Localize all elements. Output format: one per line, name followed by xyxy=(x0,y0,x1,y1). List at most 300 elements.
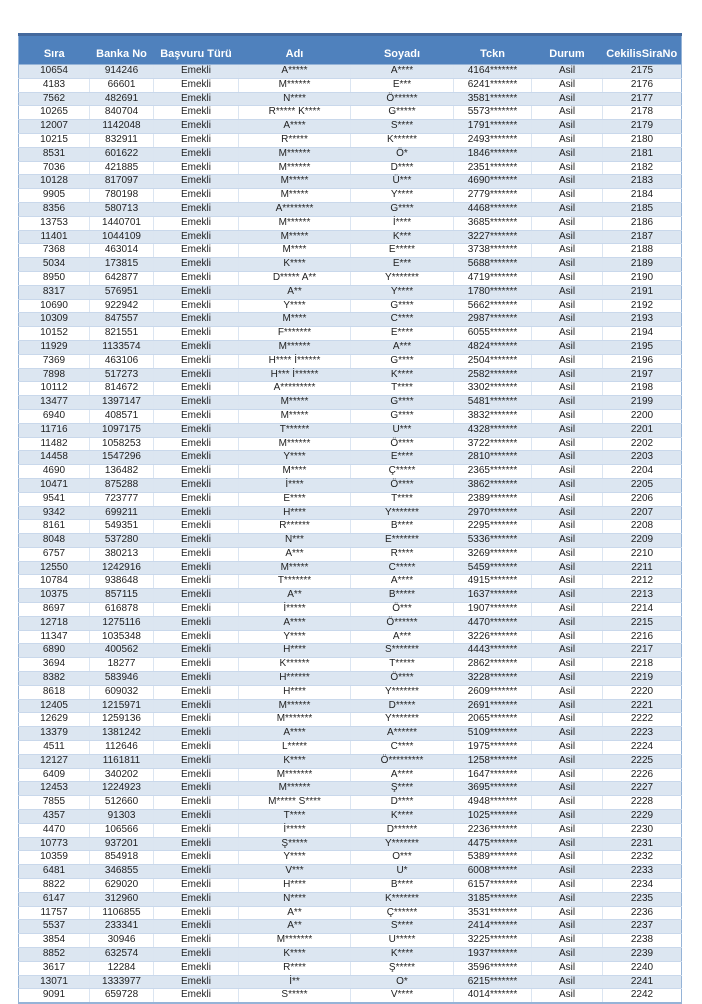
cell-banka_no: 642877 xyxy=(90,271,154,285)
cell-adi: M***** xyxy=(239,409,351,423)
cell-adi: M****** xyxy=(239,437,351,451)
cell-cekilis_sira_no: 2212 xyxy=(603,575,682,589)
cell-tckn: 2493******* xyxy=(454,133,532,147)
table-row xyxy=(19,175,682,189)
table-row xyxy=(19,258,682,272)
cell-cekilis_sira_no: 2182 xyxy=(603,161,682,175)
cell-basvuru_turu: Emekli xyxy=(154,189,239,203)
cell-adi: K**** xyxy=(239,948,351,962)
cell-cekilis_sira_no: 2221 xyxy=(603,699,682,713)
cell-banka_no: 112646 xyxy=(90,741,154,755)
cell-adi: V*** xyxy=(239,865,351,879)
cell-sira: 4690 xyxy=(19,465,90,479)
cell-banka_no: 576951 xyxy=(90,285,154,299)
table-row xyxy=(19,754,682,768)
cell-sira: 11347 xyxy=(19,630,90,644)
cell-soyadi: G**** xyxy=(351,396,454,410)
cell-durum: Asil xyxy=(532,409,603,423)
cell-cekilis_sira_no: 2185 xyxy=(603,202,682,216)
cell-basvuru_turu: Emekli xyxy=(154,423,239,437)
cell-adi: L***** xyxy=(239,741,351,755)
cell-banka_no: 937201 xyxy=(90,837,154,851)
cell-soyadi: R**** xyxy=(351,547,454,561)
cell-adi: H**** xyxy=(239,644,351,658)
cell-cekilis_sira_no: 2235 xyxy=(603,892,682,906)
cell-sira: 11757 xyxy=(19,906,90,920)
cell-tckn: 1791******* xyxy=(454,120,532,134)
cell-cekilis_sira_no: 2188 xyxy=(603,244,682,258)
results-table-container xyxy=(18,33,681,1004)
cell-basvuru_turu: Emekli xyxy=(154,368,239,382)
cell-adi: R***** K**** xyxy=(239,106,351,120)
cell-adi: A**** xyxy=(239,120,351,134)
cell-soyadi: C**** xyxy=(351,313,454,327)
cell-tckn: 5109******* xyxy=(454,727,532,741)
cell-durum: Asil xyxy=(532,340,603,354)
cell-banka_no: 914246 xyxy=(90,65,154,79)
cell-basvuru_turu: Emekli xyxy=(154,382,239,396)
cell-basvuru_turu: Emekli xyxy=(154,644,239,658)
cell-tckn: 2987******* xyxy=(454,313,532,327)
cell-adi: K**** xyxy=(239,754,351,768)
cell-banka_no: 629020 xyxy=(90,879,154,893)
cell-cekilis_sira_no: 2223 xyxy=(603,727,682,741)
cell-soyadi: K**** xyxy=(351,948,454,962)
cell-tckn: 5573******* xyxy=(454,106,532,120)
cell-sira: 7036 xyxy=(19,161,90,175)
cell-adi: A*** xyxy=(239,547,351,561)
cell-soyadi: G**** xyxy=(351,354,454,368)
cell-soyadi: A**** xyxy=(351,65,454,79)
cell-durum: Asil xyxy=(532,879,603,893)
column-header-tckn: Tckn xyxy=(454,35,532,65)
cell-durum: Asil xyxy=(532,492,603,506)
cell-soyadi: Ö*** xyxy=(351,603,454,617)
cell-sira: 7898 xyxy=(19,368,90,382)
cell-sira: 4511 xyxy=(19,741,90,755)
cell-soyadi: A*** xyxy=(351,340,454,354)
cell-adi: H*** İ****** xyxy=(239,368,351,382)
cell-tckn: 5688******* xyxy=(454,258,532,272)
table-row xyxy=(19,437,682,451)
table-row xyxy=(19,561,682,575)
cell-durum: Asil xyxy=(532,65,603,79)
column-header-durum: Durum xyxy=(532,35,603,65)
cell-durum: Asil xyxy=(532,133,603,147)
cell-durum: Asil xyxy=(532,368,603,382)
table-row xyxy=(19,547,682,561)
cell-basvuru_turu: Emekli xyxy=(154,92,239,106)
cell-banka_no: 1058253 xyxy=(90,437,154,451)
cell-durum: Asil xyxy=(532,437,603,451)
cell-soyadi: B**** xyxy=(351,879,454,893)
cell-banka_no: 609032 xyxy=(90,685,154,699)
cell-banka_no: 173815 xyxy=(90,258,154,272)
cell-durum: Asil xyxy=(532,768,603,782)
cell-basvuru_turu: Emekli xyxy=(154,892,239,906)
cell-banka_no: 817097 xyxy=(90,175,154,189)
cell-adi: K****** xyxy=(239,658,351,672)
table-row xyxy=(19,506,682,520)
cell-sira: 9091 xyxy=(19,989,90,1003)
cell-adi: A** xyxy=(239,906,351,920)
cell-tckn: 1780******* xyxy=(454,285,532,299)
cell-banka_no: 847557 xyxy=(90,313,154,327)
cell-adi: T**** xyxy=(239,810,351,824)
table-row xyxy=(19,810,682,824)
cell-sira: 11716 xyxy=(19,423,90,437)
cell-soyadi: Ö**** xyxy=(351,478,454,492)
cell-sira: 12007 xyxy=(19,120,90,134)
cell-banka_no: 1275116 xyxy=(90,616,154,630)
cell-cekilis_sira_no: 2177 xyxy=(603,92,682,106)
cell-tckn: 3228******* xyxy=(454,672,532,686)
cell-basvuru_turu: Emekli xyxy=(154,244,239,258)
cell-durum: Asil xyxy=(532,285,603,299)
column-header-adi: Adı xyxy=(239,35,351,65)
cell-basvuru_turu: Emekli xyxy=(154,299,239,313)
cell-banka_no: 1044109 xyxy=(90,230,154,244)
table-row xyxy=(19,423,682,437)
cell-tckn: 3302******* xyxy=(454,382,532,396)
cell-banka_no: 233341 xyxy=(90,920,154,934)
table-row xyxy=(19,133,682,147)
cell-tckn: 5336******* xyxy=(454,534,532,548)
cell-soyadi: G**** xyxy=(351,409,454,423)
cell-banka_no: 583946 xyxy=(90,672,154,686)
cell-adi: M****** xyxy=(239,699,351,713)
cell-basvuru_turu: Emekli xyxy=(154,547,239,561)
table-row xyxy=(19,672,682,686)
cell-adi: H****** xyxy=(239,672,351,686)
cell-tckn: 4915******* xyxy=(454,575,532,589)
cell-durum: Asil xyxy=(532,175,603,189)
cell-basvuru_turu: Emekli xyxy=(154,216,239,230)
cell-cekilis_sira_no: 2220 xyxy=(603,685,682,699)
cell-basvuru_turu: Emekli xyxy=(154,727,239,741)
cell-sira: 12718 xyxy=(19,616,90,630)
cell-banka_no: 601622 xyxy=(90,147,154,161)
cell-cekilis_sira_no: 2224 xyxy=(603,741,682,755)
table-row xyxy=(19,327,682,341)
cell-durum: Asil xyxy=(532,120,603,134)
cell-basvuru_turu: Emekli xyxy=(154,65,239,79)
cell-basvuru_turu: Emekli xyxy=(154,271,239,285)
table-row xyxy=(19,271,682,285)
cell-adi: İ***** xyxy=(239,603,351,617)
cell-basvuru_turu: Emekli xyxy=(154,589,239,603)
cell-soyadi: Ö****** xyxy=(351,92,454,106)
cell-tckn: 3596******* xyxy=(454,961,532,975)
cell-sira: 10215 xyxy=(19,133,90,147)
cell-durum: Asil xyxy=(532,658,603,672)
cell-tckn: 3722******* xyxy=(454,437,532,451)
table-row xyxy=(19,382,682,396)
cell-banka_no: 1142048 xyxy=(90,120,154,134)
cell-banka_no: 537280 xyxy=(90,534,154,548)
cell-basvuru_turu: Emekli xyxy=(154,340,239,354)
cell-adi: R***** xyxy=(239,133,351,147)
cell-basvuru_turu: Emekli xyxy=(154,699,239,713)
cell-durum: Asil xyxy=(532,644,603,658)
table-row xyxy=(19,465,682,479)
cell-durum: Asil xyxy=(532,547,603,561)
cell-sira: 10375 xyxy=(19,589,90,603)
cell-cekilis_sira_no: 2236 xyxy=(603,906,682,920)
cell-durum: Asil xyxy=(532,78,603,92)
table-row xyxy=(19,492,682,506)
cell-adi: M****** xyxy=(239,216,351,230)
cell-cekilis_sira_no: 2217 xyxy=(603,644,682,658)
cell-durum: Asil xyxy=(532,961,603,975)
cell-tckn: 5662******* xyxy=(454,299,532,313)
cell-tckn: 2414******* xyxy=(454,920,532,934)
cell-cekilis_sira_no: 2222 xyxy=(603,713,682,727)
cell-tckn: 5389******* xyxy=(454,851,532,865)
cell-soyadi: E*** xyxy=(351,78,454,92)
cell-soyadi: E**** xyxy=(351,451,454,465)
cell-durum: Asil xyxy=(532,106,603,120)
cell-durum: Asil xyxy=(532,782,603,796)
cell-banka_no: 659728 xyxy=(90,989,154,1003)
cell-soyadi: B**** xyxy=(351,520,454,534)
table-row xyxy=(19,478,682,492)
cell-tckn: 3531******* xyxy=(454,906,532,920)
cell-tckn: 5481******* xyxy=(454,396,532,410)
cell-banka_no: 857115 xyxy=(90,589,154,603)
cell-soyadi: Ö**** xyxy=(351,437,454,451)
cell-cekilis_sira_no: 2241 xyxy=(603,975,682,989)
cell-sira: 12127 xyxy=(19,754,90,768)
cell-cekilis_sira_no: 2192 xyxy=(603,299,682,313)
cell-tckn: 1258******* xyxy=(454,754,532,768)
cell-adi: M****** xyxy=(239,161,351,175)
cell-durum: Asil xyxy=(532,271,603,285)
cell-soyadi: E*** xyxy=(351,258,454,272)
table-row xyxy=(19,285,682,299)
table-header-row xyxy=(19,35,682,65)
cell-sira: 6409 xyxy=(19,768,90,782)
cell-tckn: 2295******* xyxy=(454,520,532,534)
cell-tckn: 6008******* xyxy=(454,865,532,879)
cell-sira: 14458 xyxy=(19,451,90,465)
cell-basvuru_turu: Emekli xyxy=(154,451,239,465)
cell-banka_no: 723777 xyxy=(90,492,154,506)
cell-soyadi: İ**** xyxy=(351,216,454,230)
cell-cekilis_sira_no: 2213 xyxy=(603,589,682,603)
cell-durum: Asil xyxy=(532,451,603,465)
cell-basvuru_turu: Emekli xyxy=(154,961,239,975)
cell-basvuru_turu: Emekli xyxy=(154,823,239,837)
cell-adi: İ***** xyxy=(239,823,351,837)
cell-soyadi: Ş**** xyxy=(351,782,454,796)
cell-cekilis_sira_no: 2202 xyxy=(603,437,682,451)
cell-basvuru_turu: Emekli xyxy=(154,106,239,120)
cell-sira: 11482 xyxy=(19,437,90,451)
cell-banka_no: 136482 xyxy=(90,465,154,479)
cell-sira: 10773 xyxy=(19,837,90,851)
cell-durum: Asil xyxy=(532,354,603,368)
cell-cekilis_sira_no: 2206 xyxy=(603,492,682,506)
cell-basvuru_turu: Emekli xyxy=(154,768,239,782)
cell-adi: M****** xyxy=(239,782,351,796)
cell-adi: T******* xyxy=(239,575,351,589)
cell-basvuru_turu: Emekli xyxy=(154,465,239,479)
column-header-sira: Sıra xyxy=(19,35,90,65)
cell-sira: 11401 xyxy=(19,230,90,244)
cell-adi: M******* xyxy=(239,934,351,948)
cell-soyadi: O*** xyxy=(351,851,454,865)
cell-soyadi: E**** xyxy=(351,327,454,341)
cell-banka_no: 1097175 xyxy=(90,423,154,437)
cell-durum: Asil xyxy=(532,934,603,948)
cell-cekilis_sira_no: 2208 xyxy=(603,520,682,534)
cell-banka_no: 1215971 xyxy=(90,699,154,713)
cell-durum: Asil xyxy=(532,603,603,617)
cell-basvuru_turu: Emekli xyxy=(154,948,239,962)
cell-sira: 7369 xyxy=(19,354,90,368)
cell-basvuru_turu: Emekli xyxy=(154,658,239,672)
cell-banka_no: 854918 xyxy=(90,851,154,865)
cell-banka_no: 106566 xyxy=(90,823,154,837)
cell-basvuru_turu: Emekli xyxy=(154,561,239,575)
cell-cekilis_sira_no: 2193 xyxy=(603,313,682,327)
cell-durum: Asil xyxy=(532,754,603,768)
cell-cekilis_sira_no: 2229 xyxy=(603,810,682,824)
cell-adi: A********* xyxy=(239,382,351,396)
cell-banka_no: 780198 xyxy=(90,189,154,203)
table-body xyxy=(19,65,682,1004)
table-row xyxy=(19,906,682,920)
cell-sira: 8382 xyxy=(19,672,90,686)
cell-basvuru_turu: Emekli xyxy=(154,575,239,589)
cell-sira: 10784 xyxy=(19,575,90,589)
cell-soyadi: Ö********* xyxy=(351,754,454,768)
cell-basvuru_turu: Emekli xyxy=(154,920,239,934)
cell-banka_no: 380213 xyxy=(90,547,154,561)
table-row xyxy=(19,934,682,948)
cell-basvuru_turu: Emekli xyxy=(154,975,239,989)
cell-adi: M***** xyxy=(239,561,351,575)
cell-banka_no: 840704 xyxy=(90,106,154,120)
cell-cekilis_sira_no: 2195 xyxy=(603,340,682,354)
cell-adi: Y**** xyxy=(239,451,351,465)
cell-basvuru_turu: Emekli xyxy=(154,879,239,893)
cell-tckn: 4468******* xyxy=(454,202,532,216)
cell-sira: 10471 xyxy=(19,478,90,492)
cell-basvuru_turu: Emekli xyxy=(154,782,239,796)
cell-durum: Asil xyxy=(532,727,603,741)
cell-sira: 6940 xyxy=(19,409,90,423)
cell-tckn: 2389******* xyxy=(454,492,532,506)
cell-sira: 10690 xyxy=(19,299,90,313)
cell-basvuru_turu: Emekli xyxy=(154,616,239,630)
cell-durum: Asil xyxy=(532,161,603,175)
table-row xyxy=(19,78,682,92)
cell-sira: 9905 xyxy=(19,189,90,203)
cell-soyadi: C***** xyxy=(351,561,454,575)
cell-banka_no: 616878 xyxy=(90,603,154,617)
cell-durum: Asil xyxy=(532,244,603,258)
table-row xyxy=(19,106,682,120)
cell-soyadi: Ç****** xyxy=(351,906,454,920)
table-row xyxy=(19,892,682,906)
cell-banka_no: 580713 xyxy=(90,202,154,216)
cell-basvuru_turu: Emekli xyxy=(154,230,239,244)
cell-sira: 9342 xyxy=(19,506,90,520)
table-row xyxy=(19,713,682,727)
cell-sira: 3617 xyxy=(19,961,90,975)
cell-cekilis_sira_no: 2207 xyxy=(603,506,682,520)
cell-banka_no: 875288 xyxy=(90,478,154,492)
cell-soyadi: Ö**** xyxy=(351,672,454,686)
table-row xyxy=(19,189,682,203)
table-row xyxy=(19,202,682,216)
cell-cekilis_sira_no: 2204 xyxy=(603,465,682,479)
cell-adi: A***** xyxy=(239,65,351,79)
table-row xyxy=(19,354,682,368)
cell-sira: 8317 xyxy=(19,285,90,299)
cell-basvuru_turu: Emekli xyxy=(154,78,239,92)
cell-sira: 10309 xyxy=(19,313,90,327)
cell-durum: Asil xyxy=(532,616,603,630)
cell-durum: Asil xyxy=(532,216,603,230)
cell-soyadi: Y******* xyxy=(351,271,454,285)
cell-soyadi: Y******* xyxy=(351,685,454,699)
cell-tckn: 2582******* xyxy=(454,368,532,382)
cell-sira: 8697 xyxy=(19,603,90,617)
column-header-cekilis_sira_no: CekilisSiraNo xyxy=(603,35,682,65)
table-row xyxy=(19,699,682,713)
cell-basvuru_turu: Emekli xyxy=(154,520,239,534)
table-row xyxy=(19,948,682,962)
cell-durum: Asil xyxy=(532,423,603,437)
cell-soyadi: Ü*** xyxy=(351,175,454,189)
cell-sira: 5537 xyxy=(19,920,90,934)
cell-cekilis_sira_no: 2242 xyxy=(603,989,682,1003)
cell-sira: 10654 xyxy=(19,65,90,79)
cell-tckn: 1647******* xyxy=(454,768,532,782)
cell-tckn: 3695******* xyxy=(454,782,532,796)
cell-durum: Asil xyxy=(532,810,603,824)
cell-tckn: 3269******* xyxy=(454,547,532,561)
cell-cekilis_sira_no: 2211 xyxy=(603,561,682,575)
cell-sira: 3694 xyxy=(19,658,90,672)
cell-adi: İ** xyxy=(239,975,351,989)
cell-soyadi: Y**** xyxy=(351,285,454,299)
cell-basvuru_turu: Emekli xyxy=(154,810,239,824)
cell-tckn: 6055******* xyxy=(454,327,532,341)
cell-banka_no: 421885 xyxy=(90,161,154,175)
cell-tckn: 2779******* xyxy=(454,189,532,203)
cell-soyadi: K****** xyxy=(351,133,454,147)
cell-cekilis_sira_no: 2209 xyxy=(603,534,682,548)
table-row xyxy=(19,147,682,161)
cell-banka_no: 1161811 xyxy=(90,754,154,768)
cell-cekilis_sira_no: 2203 xyxy=(603,451,682,465)
cell-banka_no: 463014 xyxy=(90,244,154,258)
cell-sira: 8531 xyxy=(19,147,90,161)
cell-soyadi: Y******* xyxy=(351,713,454,727)
table-row xyxy=(19,630,682,644)
cell-sira: 6481 xyxy=(19,865,90,879)
cell-durum: Asil xyxy=(532,520,603,534)
cell-cekilis_sira_no: 2191 xyxy=(603,285,682,299)
table-row xyxy=(19,851,682,865)
cell-basvuru_turu: Emekli xyxy=(154,202,239,216)
cell-basvuru_turu: Emekli xyxy=(154,409,239,423)
cell-cekilis_sira_no: 2227 xyxy=(603,782,682,796)
